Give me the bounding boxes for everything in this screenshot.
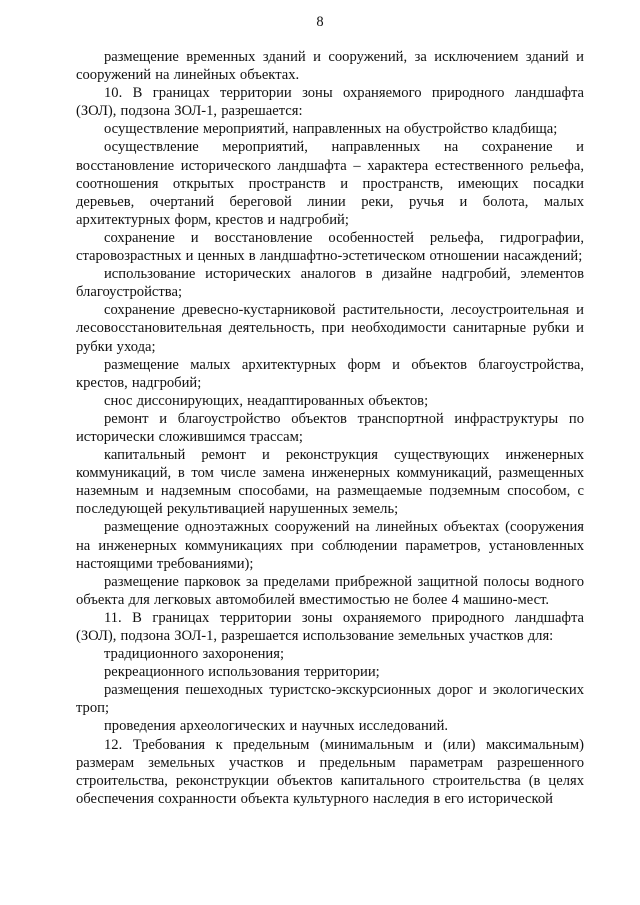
page-number: 8 bbox=[316, 14, 324, 30]
paragraph: осуществление мероприятий, направленных на сохранение и восстановление исторического ландшафта – характера естественного рельефа, соотношения открытых пространств и пространств, имеющих посадки деревьев, очертаний береговой линии реки, ручья и болота, малых архитектурных форм, крестов и надгробий; bbox=[76, 139, 584, 228]
paragraph: рекреационного использования территории; bbox=[104, 664, 380, 681]
paragraph: снос диссонирующих, неадаптированных объектов; bbox=[104, 392, 429, 409]
paragraph: проведения археологических и научных исследований. bbox=[104, 718, 449, 735]
paragraph: ремонт и благоустройство объектов транспортной инфраструктуры по исторически сложившимся трассам; bbox=[76, 410, 584, 445]
paragraph: использование исторических аналогов в дизайне надгробий, элементов благоустройства; bbox=[76, 266, 584, 301]
paragraph: капитальный ремонт и реконструкция существующих инженерных коммуникаций, в том числе замена инженерных коммуникаций, размещенных наземным и надземным способами, на размещаемые подземным способом, с последующей рекультивацией нарушенных земель; bbox=[76, 447, 584, 518]
paragraph: размещения пешеходных туристско-экскурсионных дорог и экологических троп; bbox=[76, 682, 584, 717]
paragraph: размещение одноэтажных сооружений на линейных объектах (сооружения на инженерных коммуникациях при соблюдении параметров, установленных настоящими требованиями); bbox=[76, 519, 584, 572]
paragraph: 11. В границах территории зоны охраняемого природного ландшафта (ЗОЛ), подзона ЗОЛ-1, разрешается использование земельных участков для: bbox=[76, 609, 584, 644]
paragraph: размещение временных зданий и сооружений, за исключением зданий и сооружений на линейных объектах. bbox=[76, 49, 584, 84]
paragraph: традиционного захоронения; bbox=[104, 646, 285, 663]
paragraph: сохранение древесно-кустарниковой растительности, лесоустроительная и лесовосстановительная деятельность, при необходимости санитарные рубки и рубки ухода; bbox=[76, 302, 584, 355]
document-body bbox=[76, 48, 584, 808]
paragraph: 12. Требования к предельным (минимальным и (или) максимальным) размерам земельных участков и предельным параметрам разрешенного строительства, реконструкции объектов капитального строительства (в целях обеспечения сохранности объекта культурного наследия в его исторической bbox=[76, 736, 584, 807]
paragraph: размещение парковок за пределами прибрежной защитной полосы водного объекта для легковых автомобилей вместимостью не более 4 машино-мест. bbox=[76, 573, 584, 608]
paragraph: сохранение и восстановление особенностей рельефа, гидрографии, старовозрастных и ценных в ландшафтно-эстетическом отношении насаждений; bbox=[76, 229, 584, 265]
paragraph: размещение малых архитектурных форм и объектов благоустройства, крестов, надгробий; bbox=[76, 356, 584, 391]
paragraph: осуществление мероприятий, направленных на обустройство кладбища; bbox=[104, 121, 558, 138]
paragraph: 10. В границах территории зоны охраняемого природного ландшафта (ЗОЛ), подзона ЗОЛ-1, разрешается: bbox=[76, 85, 584, 120]
